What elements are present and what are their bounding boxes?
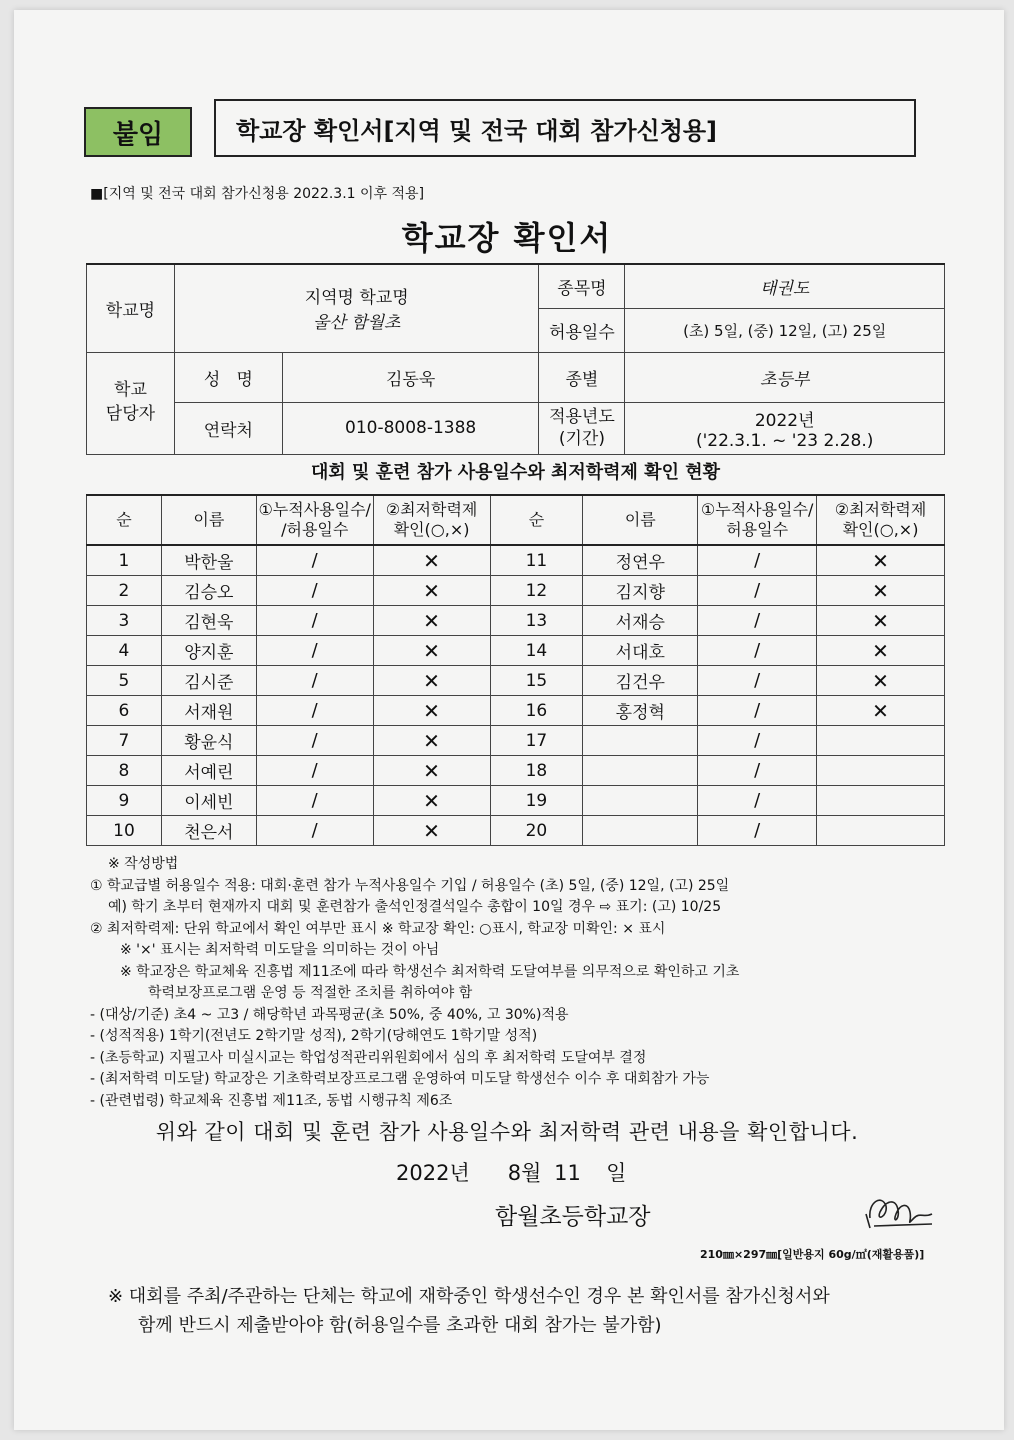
row-name: 서예린 bbox=[161, 756, 256, 786]
row-name: 김지향 bbox=[583, 576, 698, 606]
row-name: 양지훈 bbox=[161, 636, 256, 666]
school-label: 학교명 bbox=[87, 264, 175, 352]
row-no: 12 bbox=[490, 576, 583, 606]
method-line: ① 학교급별 허용일수 적용: 대회·훈련 참가 누적사용일수 기입 / 허용일수 (초) 5일, (중) 12일, (고) 25일 bbox=[90, 877, 730, 894]
row-check: ✕ bbox=[373, 726, 490, 756]
row-check: ✕ bbox=[373, 816, 490, 846]
row-no: 18 bbox=[490, 756, 583, 786]
row-no: 14 bbox=[490, 636, 583, 666]
table-row bbox=[87, 786, 945, 816]
col-check: ②최저학력제 확인(○,×) bbox=[373, 495, 490, 545]
row-name: 정연우 bbox=[583, 545, 698, 576]
name-label: 성 명 bbox=[174, 352, 282, 402]
row-days: / bbox=[256, 786, 373, 816]
col-days-right: ①누적사용일수/ 허용일수 bbox=[698, 495, 817, 545]
table-row bbox=[87, 666, 945, 696]
row-check: ✕ bbox=[373, 636, 490, 666]
paper-spec: 210㎜×297㎜[일반용지 60g/㎡(재활용품)] bbox=[700, 1248, 925, 1261]
col-name-right: 이름 bbox=[583, 495, 698, 545]
row-no: 16 bbox=[490, 696, 583, 726]
school-caption: 지역명 학교명 bbox=[304, 288, 409, 309]
row-check bbox=[817, 726, 945, 756]
table-row bbox=[87, 576, 945, 606]
school-cell bbox=[174, 264, 539, 352]
row-no: 17 bbox=[490, 726, 583, 756]
col-days: ①누적사용일수/ /허용일수 bbox=[256, 495, 373, 545]
division-value: 초등부 bbox=[625, 352, 945, 402]
year-label: 적용년도 (기간) bbox=[539, 402, 625, 454]
method-line: 예) 학기 초부터 현재까지 대회 및 훈련참가 출석인정결석일수 총합이 10일 경우 ⇨ 표기: (고) 10/25 bbox=[108, 899, 722, 915]
method-line: ※ 학교장은 학교체육 진흥법 제11조에 따라 학생선수 최저학력 도달여부를 의무적으로 확인하고 기초 bbox=[120, 963, 740, 980]
info-table bbox=[86, 263, 945, 455]
table-row bbox=[87, 696, 945, 726]
row-check: ✕ bbox=[817, 545, 945, 576]
row-check: ✕ bbox=[373, 666, 490, 696]
method-line: - (성적적용) 1학기(전년도 2학기말 성적), 2학기(당해연도 1학기말 성적) bbox=[90, 1028, 538, 1044]
row-name bbox=[583, 756, 698, 786]
row-name: 서재원 bbox=[161, 696, 256, 726]
row-no: 4 bbox=[87, 636, 162, 666]
row-check: ✕ bbox=[373, 576, 490, 606]
table-row bbox=[87, 756, 945, 786]
table-row bbox=[87, 545, 945, 576]
row-no: 13 bbox=[490, 606, 583, 636]
row-check: ✕ bbox=[817, 666, 945, 696]
writing-method bbox=[90, 854, 950, 1112]
row-name bbox=[583, 786, 698, 816]
row-days: / bbox=[698, 576, 817, 606]
allowed-label: 허용일수 bbox=[539, 308, 625, 352]
signature bbox=[862, 1188, 942, 1236]
school-name: 울산 함월초 bbox=[312, 313, 401, 334]
contact-value: 010-8008-1388 bbox=[282, 402, 539, 454]
row-name: 천은서 bbox=[161, 816, 256, 846]
row-name: 홍정혁 bbox=[583, 696, 698, 726]
row-check: ✕ bbox=[817, 696, 945, 726]
row-days: / bbox=[256, 576, 373, 606]
row-days: / bbox=[256, 726, 373, 756]
period-value: ('22.3.1. ~ '23 2.28.) bbox=[695, 430, 874, 451]
participants-table bbox=[86, 494, 945, 846]
row-days: / bbox=[698, 545, 817, 576]
row-check: ✕ bbox=[817, 636, 945, 666]
row-days: / bbox=[256, 545, 373, 576]
staff-label: 학교 담당자 bbox=[87, 352, 175, 454]
row-no: 7 bbox=[87, 726, 162, 756]
header-title: 학교장 확인서[지역 및 전국 대회 참가신청용] bbox=[214, 99, 916, 157]
row-name bbox=[583, 726, 698, 756]
row-name: 박한울 bbox=[161, 545, 256, 576]
row-days: / bbox=[698, 696, 817, 726]
col-check-right: ②최저학력제 확인(○,×) bbox=[817, 495, 945, 545]
row-no: 2 bbox=[87, 576, 162, 606]
table-row bbox=[87, 726, 945, 756]
bottom-note-line: ※ 대회를 주최/주관하는 단체는 학교에 재학중인 학생선수인 경우 본 확인서를 참가신청서와 bbox=[108, 1286, 830, 1307]
row-check: ✕ bbox=[373, 756, 490, 786]
col-name: 이름 bbox=[161, 495, 256, 545]
year-value: 2022년 bbox=[754, 410, 815, 431]
row-days: / bbox=[698, 756, 817, 786]
row-check bbox=[817, 816, 945, 846]
row-name: 김시준 bbox=[161, 666, 256, 696]
principal-title: 함월초등학교장 bbox=[495, 1204, 651, 1230]
row-name bbox=[583, 816, 698, 846]
row-no: 19 bbox=[490, 786, 583, 816]
row-days: / bbox=[698, 636, 817, 666]
row-no: 6 bbox=[87, 696, 162, 726]
date-text: 2022년 8월 11 일 bbox=[396, 1161, 627, 1185]
row-no: 9 bbox=[87, 786, 162, 816]
row-days: / bbox=[698, 816, 817, 846]
row-days: / bbox=[256, 756, 373, 786]
row-check: ✕ bbox=[373, 606, 490, 636]
method-heading: ※ 작성방법 bbox=[108, 856, 179, 872]
division-label: 종별 bbox=[539, 352, 625, 402]
attachment-tag: 붙임 bbox=[84, 107, 192, 157]
bottom-note bbox=[108, 1282, 938, 1340]
method-line: ② 최저학력제: 단위 학교에서 확인 여부만 표시 ※ 학교장 확인: ○표시, 학교장 미확인: × 표시 bbox=[90, 920, 666, 937]
table-row bbox=[87, 816, 945, 846]
row-name: 김승오 bbox=[161, 576, 256, 606]
row-no: 5 bbox=[87, 666, 162, 696]
apply-note: ■[지역 및 전국 대회 참가신청용 2022.3.1 이후 적용] bbox=[90, 186, 425, 202]
doc-title: 학교장 확인서 bbox=[401, 219, 613, 257]
contact-label: 연락처 bbox=[174, 402, 282, 454]
event-label: 종목명 bbox=[539, 264, 625, 308]
row-days: / bbox=[256, 636, 373, 666]
row-no: 10 bbox=[87, 816, 162, 846]
row-no: 1 bbox=[87, 545, 162, 576]
allowed-value: (초) 5일, (중) 12일, (고) 25일 bbox=[625, 308, 945, 352]
row-no: 20 bbox=[490, 816, 583, 846]
row-days: / bbox=[256, 606, 373, 636]
table-row bbox=[87, 636, 945, 666]
row-no: 3 bbox=[87, 606, 162, 636]
row-name: 황윤식 bbox=[161, 726, 256, 756]
row-check: ✕ bbox=[373, 786, 490, 816]
method-line: - (대상/기준) 초4 ~ 고3 / 해당학년 과목평균(초 50%, 중 40%, 고 30%)적용 bbox=[90, 1006, 569, 1023]
row-name: 김건우 bbox=[583, 666, 698, 696]
row-days: / bbox=[256, 696, 373, 726]
method-line: ※ '×' 표시는 최저학력 미도달을 의미하는 것이 아님 bbox=[120, 942, 440, 958]
method-line: 학력보장프로그램 운영 등 적절한 조치를 취하여야 함 bbox=[148, 985, 473, 1001]
row-check: ✕ bbox=[373, 545, 490, 576]
confirm-text: 위와 같이 대회 및 훈련 참가 사용일수와 최저학력 관련 내용을 확인합니다. bbox=[155, 1120, 859, 1144]
table-row bbox=[87, 606, 945, 636]
name-value: 김동욱 bbox=[282, 352, 539, 402]
row-days: / bbox=[698, 666, 817, 696]
col-no: 순 bbox=[87, 495, 162, 545]
row-days: / bbox=[698, 726, 817, 756]
row-check: ✕ bbox=[817, 606, 945, 636]
row-name: 이세빈 bbox=[161, 786, 256, 816]
row-check bbox=[817, 756, 945, 786]
row-check: ✕ bbox=[817, 576, 945, 606]
row-days: / bbox=[256, 816, 373, 846]
row-no: 15 bbox=[490, 666, 583, 696]
section-title: 대회 및 훈련 참가 사용일수와 최저학력제 확인 현황 bbox=[310, 462, 720, 483]
method-line: - (초등학교) 지필고사 미실시교는 학업성적관리위원회에서 심의 후 최저학력 도달여부 결정 bbox=[90, 1049, 647, 1066]
row-name: 서대호 bbox=[583, 636, 698, 666]
table-body bbox=[87, 545, 945, 846]
row-days: / bbox=[698, 606, 817, 636]
row-days: / bbox=[698, 786, 817, 816]
method-line: - (관련법령) 학교체육 진흥법 제11조, 동법 시행규칙 제6조 bbox=[90, 1092, 453, 1109]
year-cell bbox=[625, 402, 945, 454]
row-name: 김현욱 bbox=[161, 606, 256, 636]
table-header-row bbox=[87, 495, 945, 545]
row-name: 서재승 bbox=[583, 606, 698, 636]
row-days: / bbox=[256, 666, 373, 696]
bottom-note-line: 함께 반드시 제출받아야 함(허용일수를 초과한 대회 참가는 불가함) bbox=[138, 1315, 662, 1336]
row-check: ✕ bbox=[373, 696, 490, 726]
col-no-right: 순 bbox=[490, 495, 583, 545]
event-value: 태권도 bbox=[625, 264, 945, 308]
row-no: 8 bbox=[87, 756, 162, 786]
method-line: - (최저학력 미도달) 학교장은 기초학력보장프로그램 운영하여 미도달 학생선수 이수 후 대회참가 가능 bbox=[90, 1071, 710, 1087]
row-no: 11 bbox=[490, 545, 583, 576]
row-check bbox=[817, 786, 945, 816]
